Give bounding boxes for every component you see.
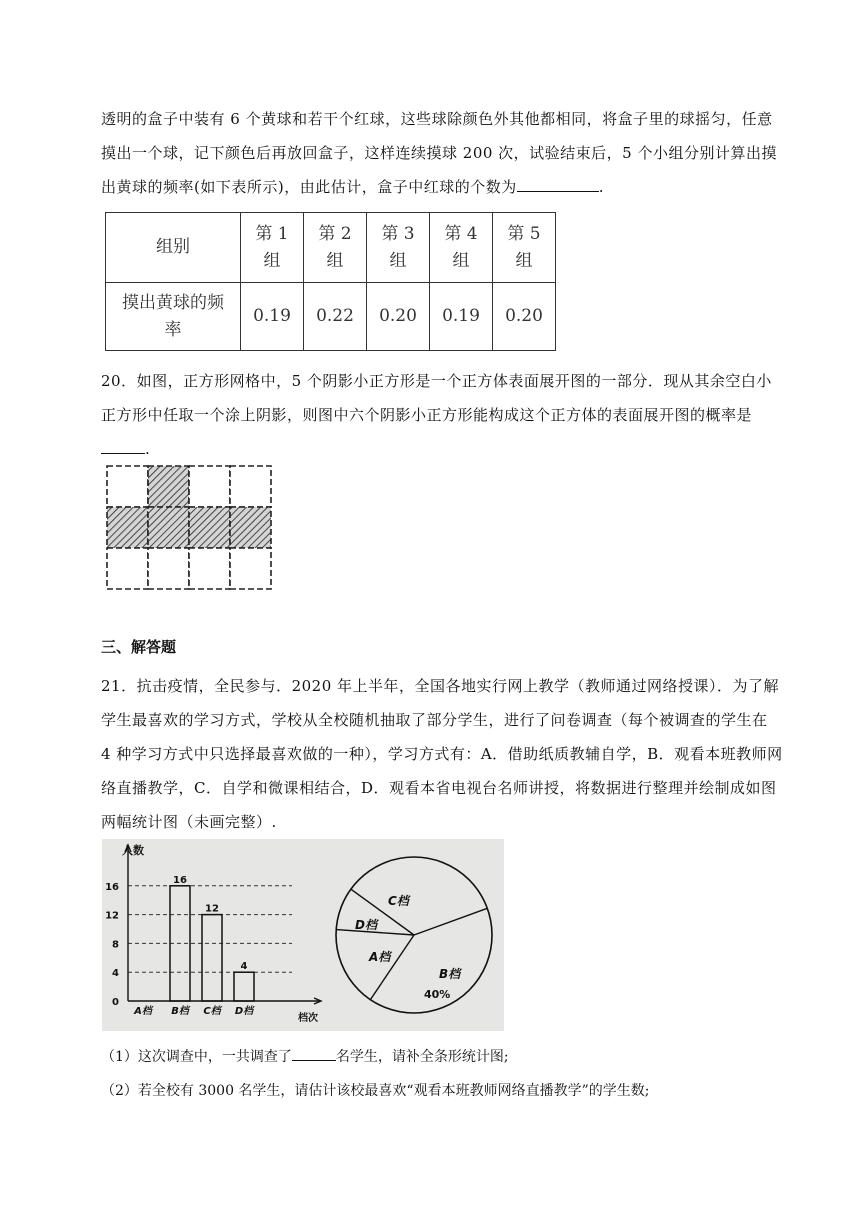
sub1-after: 名学生，请补全条形统计图; bbox=[335, 1049, 509, 1065]
q20-end: . bbox=[145, 440, 151, 458]
slice-label: C档 bbox=[388, 894, 409, 908]
q20-line-2: 正方形中任取一个涂上阴影，则图中六个阴影小正方形能构成这个正方体的表面展开图的概率是 bbox=[101, 406, 753, 424]
x-tick-label: A档 bbox=[134, 1006, 152, 1017]
answer-blank bbox=[292, 1046, 336, 1061]
q19-line-1: 透明的盒子中装有 6 个黄球和若干个红球，这些球除颜色外其他都相同，将盒子里的球摇匀，任意 bbox=[101, 110, 773, 128]
statistics-figure bbox=[102, 839, 504, 1031]
q21-line-4: 络直播教学，C．自学和微课相结合，D．观看本省电视台名师讲授，将数据进行整理并绘制成如图 bbox=[101, 779, 777, 797]
data-label: 16 bbox=[173, 874, 187, 886]
frequency-table bbox=[105, 212, 556, 351]
x-axis-label: 档次 bbox=[298, 1013, 318, 1024]
q21-line-2: 学生最喜欢的学习方式，学校从全校随机抽取了部分学生，进行了问卷调查（每个被调查的学生在 bbox=[101, 711, 768, 729]
shaded-square bbox=[148, 507, 189, 548]
x-tick-label: D档 bbox=[234, 1006, 254, 1017]
charts-svg bbox=[102, 839, 504, 1031]
y-axis-label: 人数 bbox=[122, 844, 144, 857]
table-row bbox=[106, 213, 556, 283]
pie-chart bbox=[336, 857, 492, 1013]
q19-line-2: 摸出一个球，记下颜色后再放回盒子，这样连续摸球 200 次，试验结束后，5 个小组分别计算出摸 bbox=[101, 144, 777, 162]
section-heading: 三、解答题 bbox=[101, 638, 177, 656]
blank-square bbox=[107, 548, 148, 589]
question-19-text bbox=[101, 102, 777, 204]
y-tick-label: 16 bbox=[105, 881, 119, 893]
sub-question-1 bbox=[101, 1046, 509, 1067]
blank-square bbox=[230, 548, 271, 589]
q19-line-3 bbox=[101, 170, 761, 204]
q19-line-3-text: 出黄球的频率(如下表所示)，由此估计，盒子中红球的个数为 bbox=[101, 178, 517, 196]
x-tick-label: C档 bbox=[203, 1006, 221, 1017]
table-cell: 0.20 bbox=[493, 283, 556, 351]
q21-line-5: 两幅统计图（未画完整）. bbox=[101, 813, 277, 831]
table-cell: 第 2 组 bbox=[304, 213, 367, 283]
x-tick-label: B档 bbox=[171, 1006, 189, 1017]
table-cell: 0.19 bbox=[430, 283, 493, 351]
row-header-group: 组别 bbox=[106, 213, 241, 283]
blank-square bbox=[189, 548, 230, 589]
q21-line-1: 21．抗击疫情，全民参与．2020 年上半年，全国各地实行网上教学（教师通过网络授课）．为了解 bbox=[101, 677, 780, 695]
slice-label: D档 bbox=[355, 918, 377, 932]
cube-net-grid bbox=[100, 462, 278, 594]
data-label: 12 bbox=[205, 903, 219, 915]
blank-square bbox=[148, 548, 189, 589]
table-row bbox=[106, 283, 556, 351]
blank-square bbox=[107, 466, 148, 507]
question-21-text bbox=[101, 669, 783, 839]
bar bbox=[202, 915, 222, 1001]
shaded-square bbox=[148, 466, 189, 507]
slice-label: A档 bbox=[369, 950, 391, 964]
table-cell: 第 1 组 bbox=[241, 213, 304, 283]
table-cell: 0.19 bbox=[241, 283, 304, 351]
shaded-square bbox=[189, 507, 230, 548]
q19-end: . bbox=[598, 178, 604, 196]
y-tick-label: 0 bbox=[112, 997, 119, 1008]
question-20-text bbox=[101, 364, 772, 466]
table-cell: 第 3 组 bbox=[367, 213, 430, 283]
blank-square bbox=[189, 466, 230, 507]
blank-square bbox=[230, 466, 271, 507]
answer-blank bbox=[101, 437, 145, 454]
y-tick-label: 4 bbox=[112, 968, 119, 980]
answer-blank bbox=[517, 175, 599, 192]
table-cell: 第 4 组 bbox=[430, 213, 493, 283]
y-tick-label: 12 bbox=[105, 910, 119, 922]
table-cell: 第 5 组 bbox=[493, 213, 556, 283]
table-cell: 0.20 bbox=[367, 283, 430, 351]
table-cell: 0.22 bbox=[304, 283, 367, 351]
slice-boundary bbox=[370, 935, 414, 1000]
slice-label: B档 bbox=[439, 967, 461, 981]
slice-percent-label: 40% bbox=[424, 988, 451, 1001]
bar bbox=[234, 972, 254, 1001]
sub1-before: （1）这次调查中，一共调查了 bbox=[101, 1049, 292, 1065]
shaded-square bbox=[230, 507, 271, 548]
shaded-square bbox=[107, 507, 148, 548]
sub-question-2: （2）若全校有 3000 名学生，请估计该校最喜欢“观看本班教师网络直播教学”的学生数; bbox=[101, 1083, 650, 1099]
slice-boundary bbox=[414, 908, 487, 935]
q20-line-3 bbox=[101, 432, 761, 466]
q21-line-3: 4 种学习方式中只选择最喜欢做的一种），学习方式有：A．借助纸质教辅自学，B．观看本班教师网 bbox=[101, 745, 783, 763]
q20-line-1: 20．如图，正方形网格中，5 个阴影小正方形是一个正方体表面展开图的一部分．现从其余空白小 bbox=[101, 372, 772, 390]
bar-chart bbox=[105, 843, 321, 1024]
y-tick-label: 8 bbox=[112, 939, 119, 951]
row-header-frequency: 摸出黄球的频 率 bbox=[106, 283, 241, 351]
data-label: 4 bbox=[240, 961, 248, 973]
